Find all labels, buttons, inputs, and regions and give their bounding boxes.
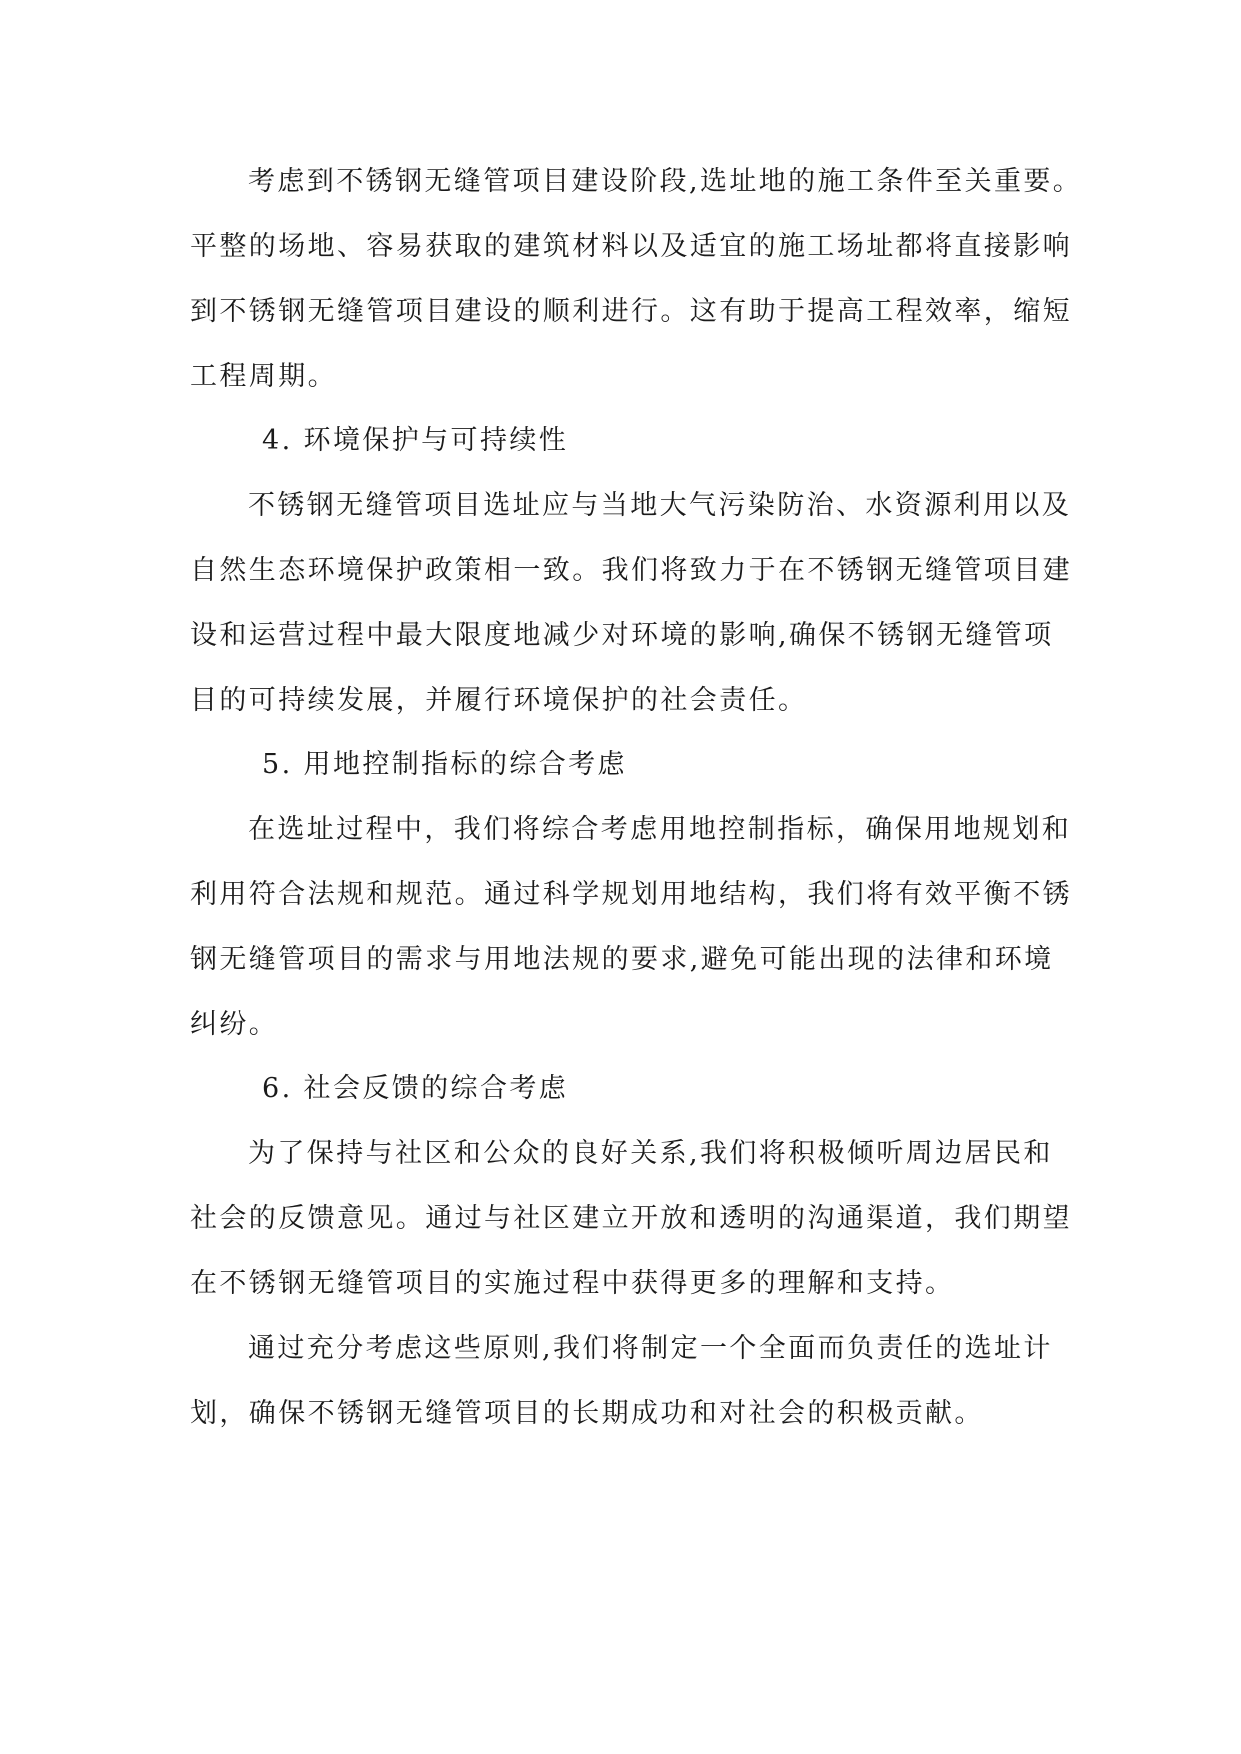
paragraph-line: 钢无缝管项目的需求与用地法规的要求,避免可能出现的法律和环境 <box>190 944 1054 975</box>
paragraph-line: 目的可持续发展，并履行环境保护的社会责任。 <box>190 685 808 716</box>
paragraph-line: 在不锈钢无缝管项目的实施过程中获得更多的理解和支持。 <box>190 1268 955 1299</box>
paragraph-line: 纠纷。 <box>190 1009 279 1040</box>
paragraph-line: 不锈钢无缝管项目选址应与当地大气污染防治、水资源利用以及 <box>248 490 1072 521</box>
section-heading: 6. 社会反馈的综合考虑 <box>262 1073 569 1104</box>
paragraph-line: 设和运营过程中最大限度地减少对环境的影响,确保不锈钢无缝管项 <box>190 620 1054 651</box>
paragraph-line: 在选址过程中，我们将综合考虑用地控制指标，确保用地规划和 <box>248 814 1072 845</box>
paragraph-line: 划，确保不锈钢无缝管项目的长期成功和对社会的积极贡献。 <box>190 1398 984 1429</box>
paragraph-line: 利用符合法规和规范。通过科学规划用地结构，我们将有效平衡不锈 <box>190 879 1072 910</box>
paragraph-line: 社会的反馈意见。通过与社区建立开放和透明的沟通渠道，我们期望 <box>190 1203 1072 1234</box>
paragraph-line: 通过充分考虑这些原则,我们将制定一个全面而负责任的选址计 <box>248 1333 1053 1364</box>
section-heading: 4. 环境保护与可持续性 <box>262 425 569 456</box>
paragraph-line: 考虑到不锈钢无缝管项目建设阶段,选址地的施工条件至关重要。 <box>248 166 1083 197</box>
paragraph-line: 平整的场地、容易获取的建筑材料以及适宜的施工场址都将直接影响 <box>190 231 1072 262</box>
paragraph-line: 到不锈钢无缝管项目建设的顺利进行。这有助于提高工程效率，缩短 <box>190 296 1072 327</box>
paragraph-line: 自然生态环境保护政策相一致。我们将致力于在不锈钢无缝管项目建 <box>190 555 1072 586</box>
paragraph-line: 为了保持与社区和公众的良好关系,我们将积极倾听周边居民和 <box>248 1138 1053 1169</box>
section-heading: 5. 用地控制指标的综合考虑 <box>262 749 627 780</box>
paragraph-line: 工程周期。 <box>190 361 337 392</box>
